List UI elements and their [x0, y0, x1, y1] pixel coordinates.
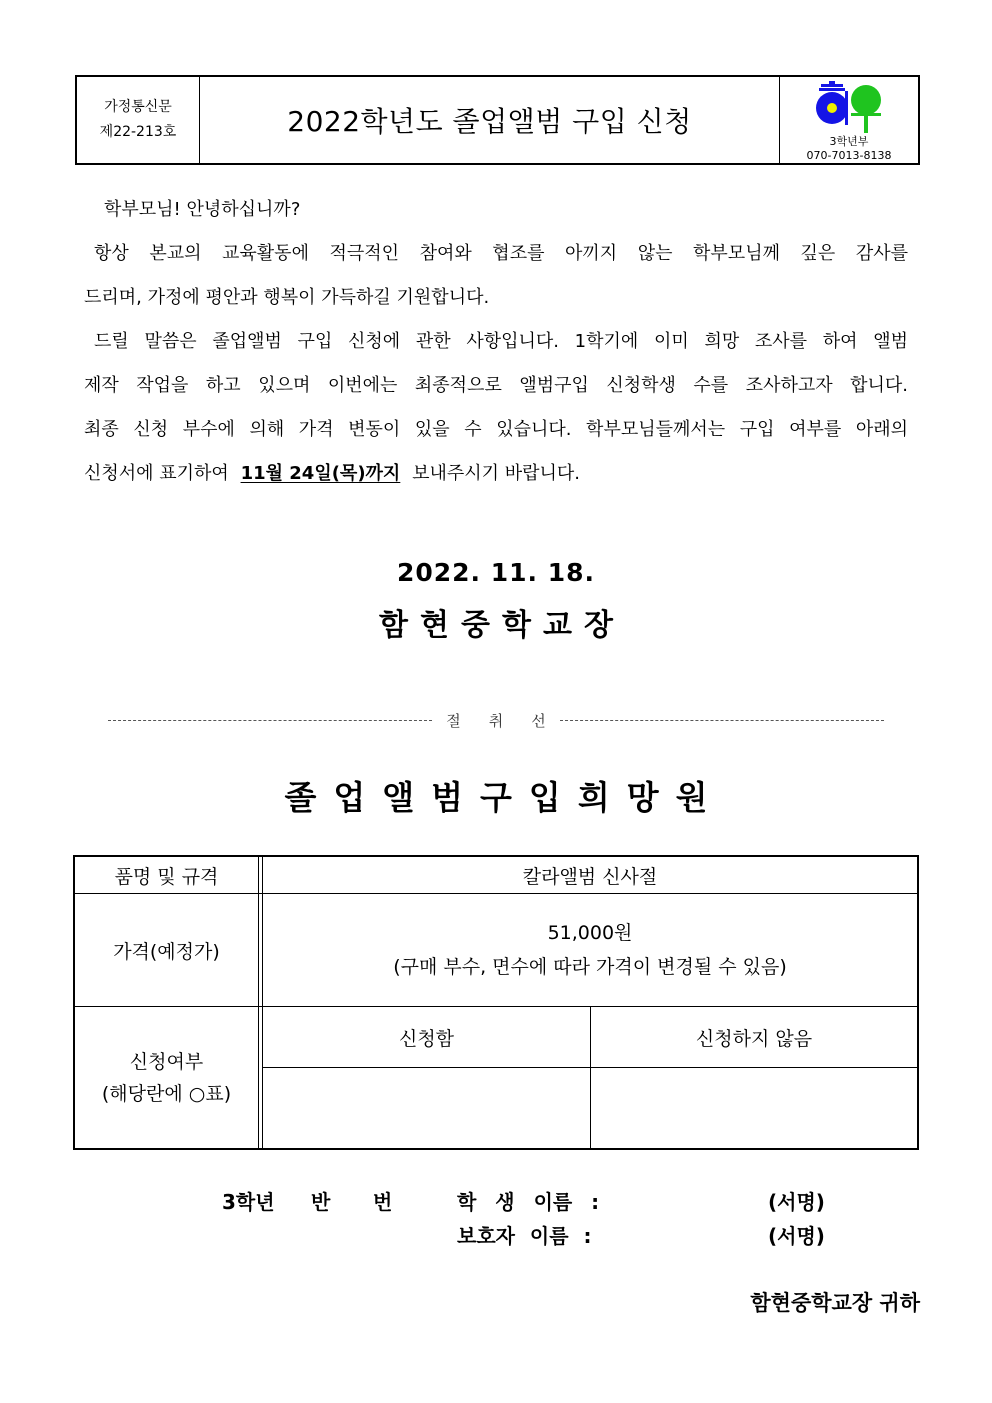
form-title: 졸업앨범구입희망원 — [284, 778, 725, 817]
newsletter-info — [77, 77, 200, 163]
document-title: 2022학년도 졸업앨범 구입 신청 — [287, 105, 692, 138]
paragraph-1-line-2: 드리며, 가정에 평안과 행복이 가득하길 기원합니다. — [84, 287, 490, 308]
school-logo-icon — [816, 81, 882, 137]
issue-date: 2022. 11. 18. — [396, 558, 596, 587]
item-spec-label: 품명 및 규격 — [114, 865, 219, 888]
cut-line — [108, 708, 884, 732]
option-apply-mark-cell[interactable] — [263, 1068, 590, 1148]
paragraph-1-line-1: 항상 본교의 교육활동에 적극적인 참여와 협조를 아끼지 않는 학부모님께 깊은 감사를 — [94, 243, 908, 264]
application-table — [73, 855, 919, 1150]
guardian-sign-label: (서명) — [768, 1224, 825, 1248]
principal-title: 함현중학교장 — [379, 608, 625, 643]
option-not-apply-header: 신청하지 않음 — [695, 1027, 813, 1050]
phone-number: 070-7013-8138 — [806, 149, 892, 162]
student-name-label: 학 생 이름 : — [457, 1190, 600, 1214]
apply-status-label — [75, 1007, 258, 1148]
student-sign-label: (서명) — [768, 1190, 825, 1214]
cut-line-dash-right — [560, 720, 884, 721]
option-not-apply-mark-cell[interactable] — [591, 1068, 917, 1148]
number-label: 번 — [373, 1190, 393, 1214]
price-note: (구매 부수, 면수에 따라 가격이 변경될 수 있음) — [393, 956, 787, 978]
issue-number: 제22-213호 — [99, 124, 177, 140]
department-label: 3학년부 — [829, 135, 869, 148]
paragraph-2-line-2: 제작 작업을 하고 있으며 이번에는 최종적으로 앨범구입 신청학생 수를 조사하고자 합니다. — [84, 375, 908, 396]
table-divider — [258, 857, 259, 1148]
grade-label: 3학년 — [222, 1190, 275, 1214]
paragraph-2-line-4-end: 보내주시기 바랍니다. — [412, 463, 580, 484]
apply-status-label-line-2: (해당란에 ○표) — [101, 1082, 232, 1105]
class-label: 반 — [311, 1190, 331, 1214]
paragraph-2-line-1: 드릴 말씀은 졸업앨범 구입 신청에 관한 사항입니다. 1학기에 이미 희망 조사를 하여 앨범 — [94, 331, 908, 352]
cut-line-dash-left — [108, 720, 432, 721]
addressee: 함현중학교장 귀하 — [750, 1291, 920, 1315]
cut-line-label: 절취선 — [446, 711, 574, 730]
deadline-date: 11월 24일(목)까지 — [240, 463, 401, 484]
price-amount: 51,000원 — [547, 922, 633, 944]
newsletter-type: 가정통신문 — [104, 99, 172, 115]
price-value — [263, 894, 917, 1006]
greeting: 학부모님! 안녕하십니까? — [104, 199, 301, 220]
document-header — [75, 75, 920, 165]
paragraph-2-line-4-start: 신청서에 표기하여 — [84, 463, 229, 484]
option-apply-header: 신청함 — [398, 1027, 455, 1050]
guardian-name-label: 보호자 이름 : — [457, 1224, 592, 1248]
apply-status-label-line-1: 신청여부 — [129, 1050, 204, 1073]
paragraph-2-line-4 — [84, 462, 908, 486]
school-logo-box — [779, 77, 918, 163]
item-spec-value: 칼라앨범 신사절 — [522, 865, 658, 888]
paragraph-2-line-3: 최종 신청 부수에 의해 가격 변동이 있을 수 있습니다. 학부모님들께서는 구입 여부를 아래의 — [84, 419, 908, 440]
price-label: 가격(예정가) — [113, 940, 220, 963]
